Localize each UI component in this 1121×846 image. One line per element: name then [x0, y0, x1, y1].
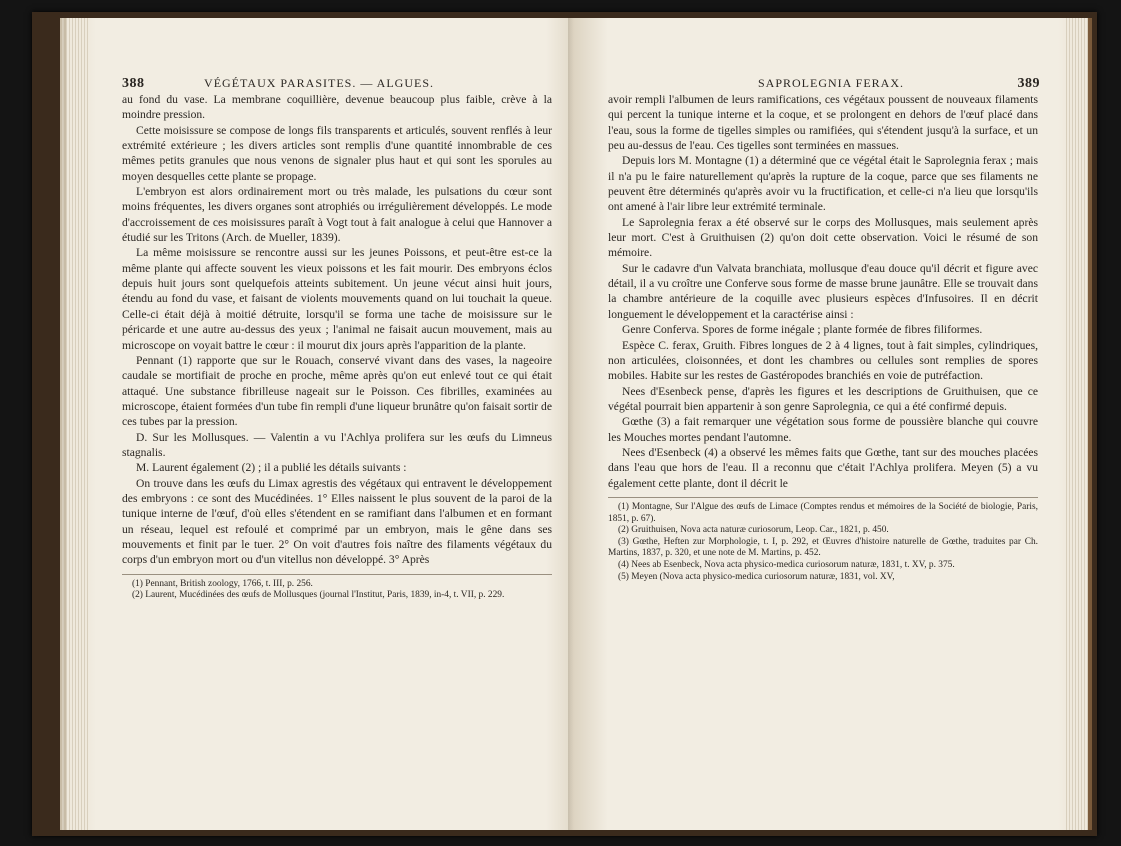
paragraph: au fond du vase. La membrane coquillière, devenue beaucoup plus faible, crève à la moindre pression.	[122, 93, 552, 122]
page-number: 388	[122, 76, 145, 91]
paragraph: Nees d'Esenbeck (4) a observé les mêmes faits que Gœthe, tant sur des mouches placées dans l'eau que hors de l'eau. Il a reconnu que c'était l'Achlya prolifera. Meyen (5) a vu également cette plante, dont il décrit le	[608, 445, 1038, 490]
paragraph: avoir rempli l'albumen de leurs ramifications, ces végétaux poussent de nouveaux filaments qui percent la tunique interne et la coque, et se prolongent en dehors de l'œuf placé dans l'eau, sous la forme de tigelles simples ou ramifiées, qui s'étendent jusqu'à la surface, et un peu au-dessus de l'eau. Ces tigelles sont terminées en massues.	[608, 93, 1038, 153]
footnote: (4) Nees ab Esenbeck, Nova acta physico-medica curiosorum naturæ, 1831, t. XV, p. 375.	[618, 559, 955, 570]
paragraph: Genre Conferva. Spores de forme inégale ; plante formée de fibres filiformes.	[622, 323, 983, 337]
footnote: (3) Gœthe, Heften zur Morphologie, t. I, p. 292, et Œuvres d'histoire naturelle de Gœthe, traduites par Ch. Martins, 1837, p. 320, et une note de M. Martins, p. 452.	[608, 536, 1038, 559]
paragraph: Pennant (1) rapporte que sur le Rouach, conservé vivant dans des vases, la nageoire caudale se mortifiait de proche en proche, même après qu'on eut enlevé tout ce qui était attaqué. Une substance fibrilleuse nageait sur le Poisson. Ces fibrilles, examinées au microscope, étaient formées d'un tube fin rempli d'une liqueur brunâtre qu'on faisait sortir de ces tubes par la pression.	[122, 353, 552, 429]
footnote: (2) Laurent, Mucédinées des œufs de Mollusques (journal l'Institut, Paris, 1839, in-4, t. VII, p. 229.	[132, 590, 505, 601]
paragraph: L'embryon est alors ordinairement mort ou très malade, les pulsations du cœur sont moins fréquentes, les divers organes sont atrophiés ou irrégulièrement développés. Le mode d'accroissement de ces moisissures paraît à Vogt tout à fait analogue à celui que Hannover a étudié sur les Tritons (Arch. de Mueller, 1839).	[122, 185, 552, 245]
paragraph: D. Sur les Mollusques. — Valentin a vu l'Achlya prolifera sur les œufs du Limneus stagnalis.	[122, 430, 552, 459]
paragraph: M. Laurent également (2) ; il a publié les détails suivants :	[136, 461, 407, 475]
page-number: 389	[1017, 76, 1040, 91]
paragraph: Depuis lors M. Montagne (1) a déterminé que ce végétal était le Saprolegnia ferax ; mais il n'a pu le faire naturellement qu'après la rupture de la coque, parce que ses filaments ne peuvent être déterminés qu'après avoir vu la fructification, et celle-ci n'a lieu que lorsqu'ils ont amené à l'air libre leur extrémité terminale.	[608, 154, 1038, 214]
open-book	[32, 12, 1097, 836]
left-body	[122, 70, 552, 602]
paragraph: La même moisissure se rencontre aussi sur les jeunes Poissons, et peut-être est-ce la même plante qui affecte souvent les vieux poissons et les fait mourir. Des embryons éclos depuis huit jours sont quelquefois atteints subitement. Un jeune vécut ainsi huit jours, étendu au fond du vase, et faisant de violents mouvements quand on lui touchait la queue. Celle-ci était déjà à moitié détruite, lorsqu'il se forma une tache de moisissure sur le péricarde et une autre au-dessus des yeux ; l'animal ne faisait aucun mouvement, mais au microscope on voyait battre le cœur : il mourut dix jours après l'apparition de la plante.	[122, 246, 552, 352]
running-head: SAPROLEGNIA FERAX.	[758, 76, 905, 90]
footnote: (1) Montagne, Sur l'Algue des œufs de Limace (Comptes rendus et mémoires de la Société de biologie, Paris, 1851, p. 67).	[608, 501, 1038, 524]
paragraph: Espèce C. ferax, Gruith. Fibres longues de 2 à 4 lignes, tout à fait simples, cylindriques, non articulées, cloisonnées, et dont les chambres ou cellules sont remplies de spores mobiles. Habite sur les restes de Gastéropodes branchiés en voie de putréfaction.	[608, 338, 1038, 383]
paragraph: On trouve dans les œufs du Limax agrestis des végétaux qui entravent le développement des embryons : ce sont des Mucédinées. 1° Elles naissent le plus souvent de la paroi de la tunique interne de l'œuf, d'où elles s'étendent en se ramifiant dans l'albumen et en formant un réseau, lequel est refoulé et comprimé par un embryon, mais le gêne dans ses mouvements et finit par le tuer. 2° On voit d'autres fois naître des filaments végétaux du corps d'un embryon mort ou d'un vitellus non développé. 3° Après	[122, 476, 552, 567]
footnotes	[122, 574, 552, 602]
right-body	[608, 70, 1038, 583]
paragraph: Le Saprolegnia ferax a été observé sur le corps des Mollusques, mais seulement après leur mort. C'est à Gruithuisen (2) qu'on doit cette observation. Voici le résumé de son mémoire.	[608, 215, 1038, 260]
right-page	[568, 18, 1092, 830]
paragraph: Gœthe (3) a fait remarquer une végétation sous forme de poussière blanche qui couvre les Mouches mortes pendant l'automne.	[608, 415, 1038, 444]
page-edges	[66, 18, 88, 830]
paragraph: Sur le cadavre d'un Valvata branchiata, mollusque d'eau douce qu'il décrit et figure avec détail, il a vu croître une Conferve sous forme de masse brune jaunâtre. Elle se trouvait dans la chambre antérieure de la coquille avec plusieurs espèces d'Infusoires. Il en décrit longuement le développement et la caractérise ainsi :	[608, 261, 1038, 321]
footnote: (2) Gruithuisen, Nova acta naturæ curiosorum, Leop. Car., 1821, p. 450.	[618, 525, 889, 536]
footnotes	[608, 497, 1038, 583]
footnote: (5) Meyen (Nova acta physico-medica curiosorum naturæ, 1831, vol. XV,	[618, 571, 895, 582]
footnote: (1) Pennant, British zoology, 1766, t. III, p. 256.	[132, 578, 313, 589]
page-edges	[1066, 18, 1088, 830]
paragraph: Nees d'Esenbeck pense, d'après les figures et les descriptions de Gruithuisen, que ce végétal pourrait bien appartenir à son genre Saprolegnia, ce qui a été confirmé depuis.	[608, 384, 1038, 413]
left-page	[60, 18, 586, 830]
running-head: VÉGÉTAUX PARASITES. — ALGUES.	[204, 76, 434, 90]
paragraph: Cette moisissure se compose de longs fils transparents et articulés, souvent renflés à leur extrémité extérieure ; les divers articles sont remplis d'une quantité innombrable de ces mêmes petits granules que nous venons de signaler plus haut et qui sont les sporules au moyen desquelles cette plante se propage.	[122, 123, 552, 183]
